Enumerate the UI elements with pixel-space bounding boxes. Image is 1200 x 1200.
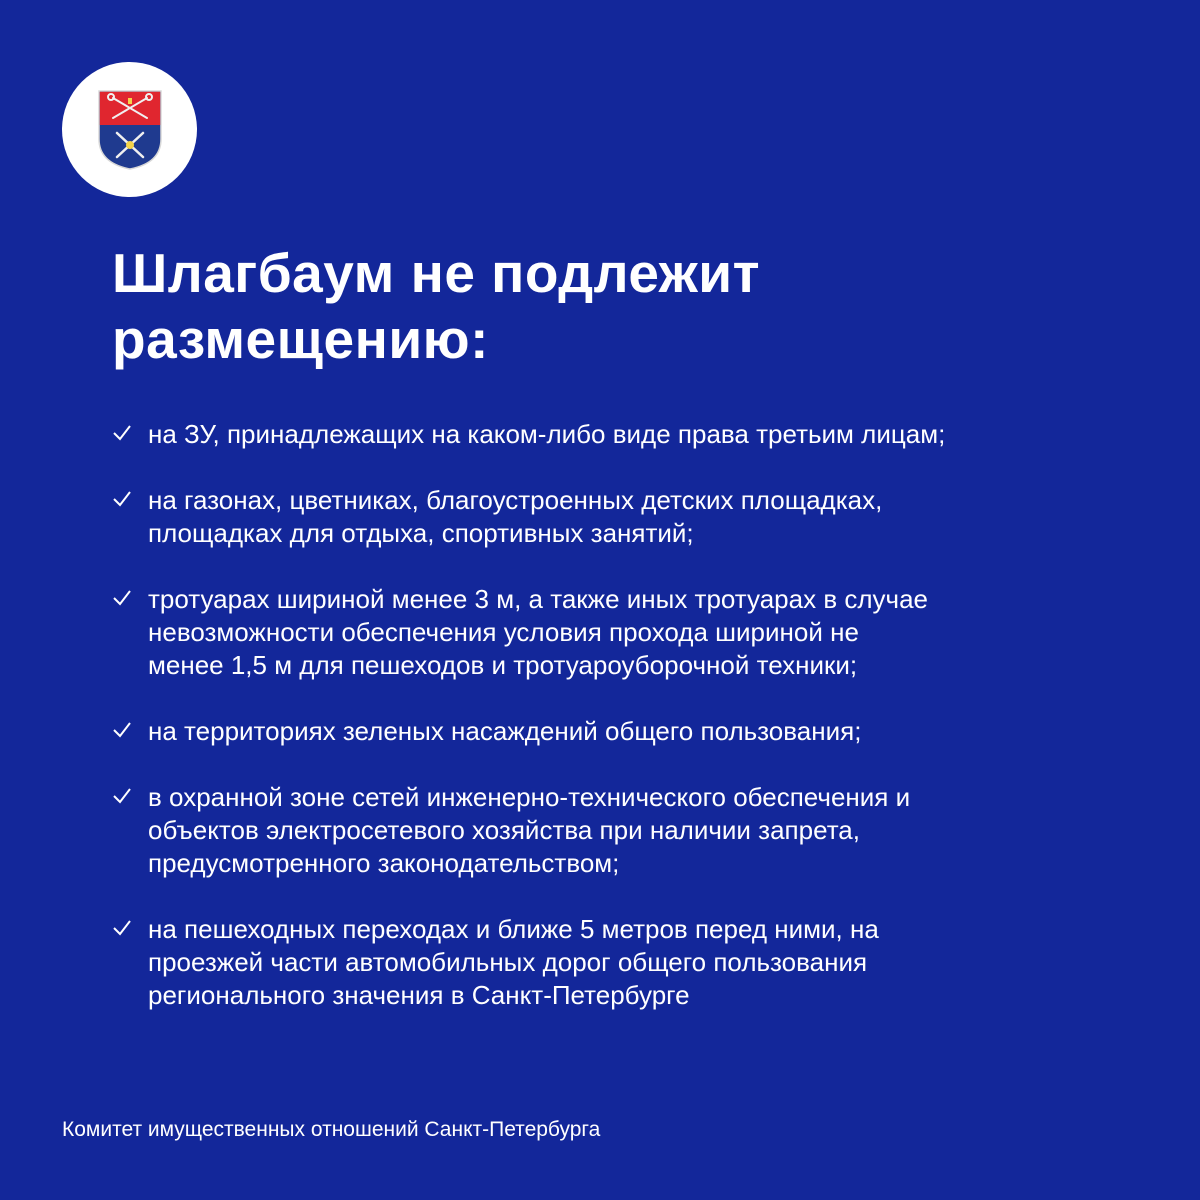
check-icon bbox=[112, 588, 132, 608]
coat-of-arms-icon bbox=[97, 89, 163, 171]
check-icon bbox=[112, 786, 132, 806]
check-icon bbox=[112, 720, 132, 740]
list-item-text: тротуарах шириной менее 3 м, а также иных тротуарах в случае bbox=[148, 584, 928, 614]
check-icon bbox=[112, 423, 132, 443]
list-item-text: площадках для отдыха, спортивных занятий; bbox=[148, 518, 694, 548]
list-item bbox=[112, 418, 1172, 451]
list-item bbox=[112, 913, 1172, 1012]
list-item-text: на пешеходных переходах и ближе 5 метров перед ними, на bbox=[148, 914, 879, 944]
title-line: размещению: bbox=[112, 308, 489, 370]
list-item bbox=[112, 484, 1172, 550]
list-item-text: на ЗУ, принадлежащих на каком-либо виде права третьим лицам; bbox=[148, 419, 946, 449]
list-item-text: на газонах, цветниках, благоустроенных детских площадках, bbox=[148, 485, 883, 515]
list-item-text: менее 1,5 м для пешеходов и тротуароуборочной техники; bbox=[148, 650, 858, 680]
list-item-text: объектов электросетевого хозяйства при наличии запрета, bbox=[148, 815, 860, 845]
list-item bbox=[112, 715, 1172, 748]
check-icon bbox=[112, 918, 132, 938]
list-item-text: проезжей части автомобильных дорог общего пользования bbox=[148, 947, 868, 977]
check-icon bbox=[112, 489, 132, 509]
list-item-text: предусмотренного законодательством; bbox=[148, 848, 620, 878]
restriction-list bbox=[112, 418, 1172, 1045]
footer-organization: Комитет имущественных отношений Санкт-Петербурга bbox=[62, 1118, 601, 1141]
list-item bbox=[112, 781, 1172, 880]
page-title bbox=[112, 240, 1112, 372]
list-item bbox=[112, 583, 1172, 682]
list-item-text: в охранной зоне сетей инженерно-технического обеспечения и bbox=[148, 782, 911, 812]
list-item-text: регионального значения в Санкт-Петербурге bbox=[148, 980, 690, 1010]
title-line: Шлагбаум не подлежит bbox=[112, 242, 761, 304]
logo-badge bbox=[62, 62, 197, 197]
list-item-text: невозможности обеспечения условия прохода шириной не bbox=[148, 617, 859, 647]
list-item-text: на территориях зеленых насаждений общего пользования; bbox=[148, 716, 862, 746]
